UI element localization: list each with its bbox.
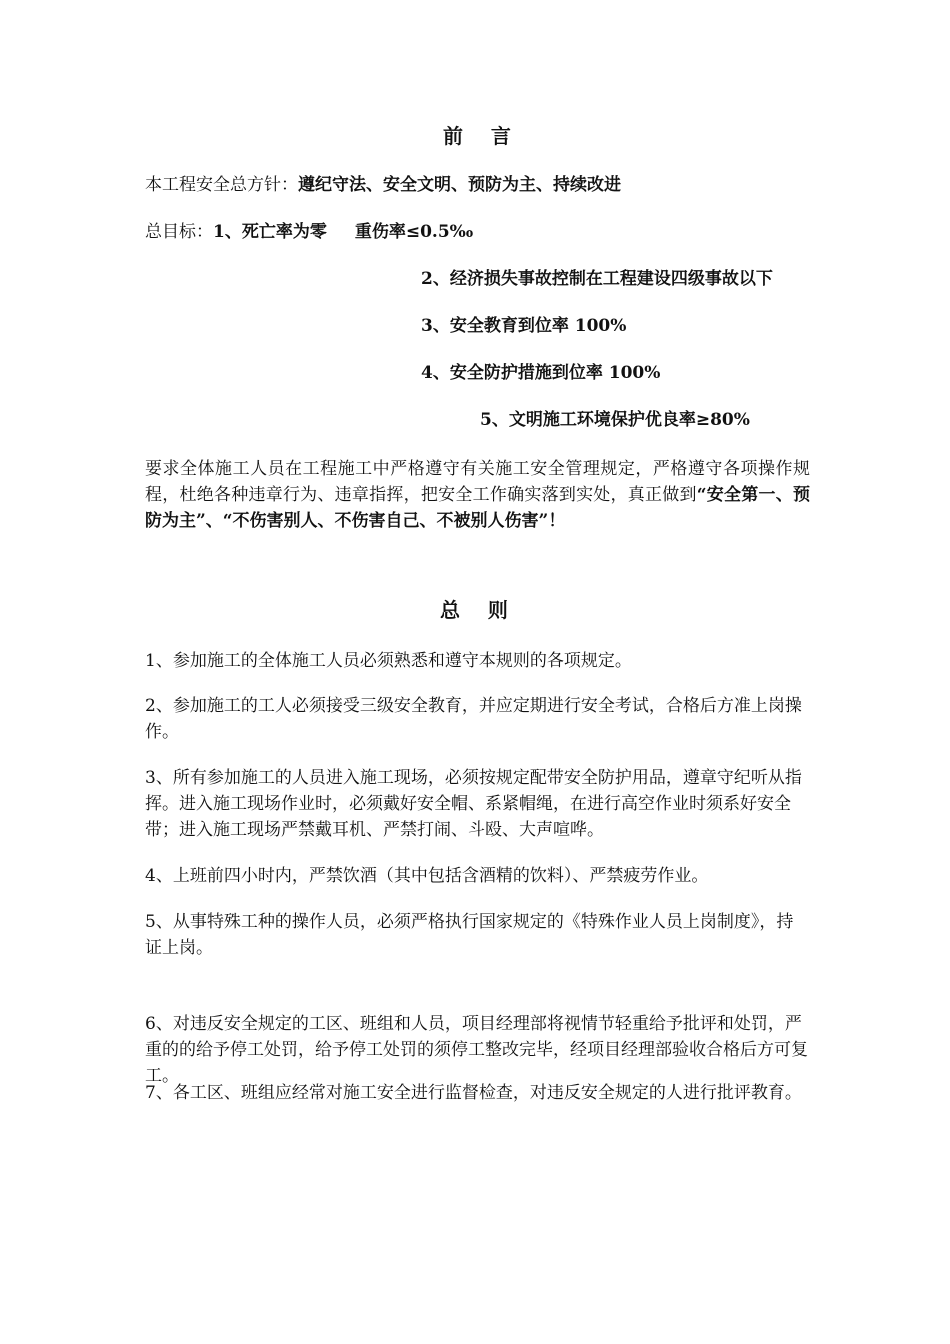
goal-label: 总目标：: [145, 222, 213, 242]
goal-line-1: [145, 221, 473, 243]
goal-line-3: 3、安全教育到位率 100%: [421, 316, 627, 336]
requirement-bold: “安全第一、预防为主”、“不伤害别人、不伤害自己、不被别人伤害”！: [145, 485, 810, 531]
rule-4: 4、上班前四小时内，严禁饮酒（其中包括含酒精的饮料）、严禁疲劳作业。: [145, 866, 709, 886]
goal-line-4: 4、安全防护措施到位率 100%: [421, 363, 661, 383]
rule-1: 1、参加施工的全体施工人员必须熟悉和遵守本规则的各项规定。: [145, 651, 632, 671]
policy-text: 遵纪守法、安全文明、预防为主、持续改进: [298, 175, 621, 195]
rule-3: 3、所有参加施工的人员进入施工现场，必须按规定配带安全防护用品，遵章守纪听从指挥。进入施工现场作业时，必须戴好安全帽、系紧帽绳，在进行高空作业时须系好安全带；进入施工现场严禁戴耳机、严禁打闹、斗殴、大声喧哗。: [145, 768, 802, 840]
rule-6: 6、对违反安全规定的工区、班组和人员，项目经理部将视情节轻重给予批评和处罚，严重的的给予停工处罚，给予停工处罚的须停工整改完毕，经项目经理部验收合格后方可复工。: [145, 1014, 808, 1086]
general-title: 总 则: [440, 598, 508, 622]
goal-line-2: 2、经济损失事故控制在工程建设四级事故以下: [421, 269, 773, 289]
requirement-paragraph: [145, 456, 810, 534]
policy-label: 本工程安全总方针：: [145, 175, 298, 195]
requirement-text: 要求全体施工人员在工程施工中严格遵守有关施工安全管理规定，严格遵守各项操作规程，杜绝各种违章行为、违章指挥，把安全工作确实落到实处，真正做到: [145, 459, 810, 505]
goal-1b: 重伤率≤0.5‰: [354, 222, 474, 242]
safety-policy-line: [145, 174, 621, 196]
goal-line-5: 5、文明施工环境保护优良率≥80%: [480, 410, 750, 430]
rule-2: 2、参加施工的工人必须接受三级安全教育，并应定期进行安全考试，合格后方准上岗操作。: [145, 696, 802, 742]
preface-title: 前 言: [443, 124, 511, 148]
rule-7: 7、各工区、班组应经常对施工安全进行监督检查，对违反安全规定的人进行批评教育。: [145, 1083, 802, 1103]
rule-5: 5、从事特殊工种的操作人员，必须严格执行国家规定的《特殊作业人员上岗制度》，持证上岗。: [145, 912, 794, 958]
goal-1a: 1、死亡率为零: [213, 222, 327, 242]
